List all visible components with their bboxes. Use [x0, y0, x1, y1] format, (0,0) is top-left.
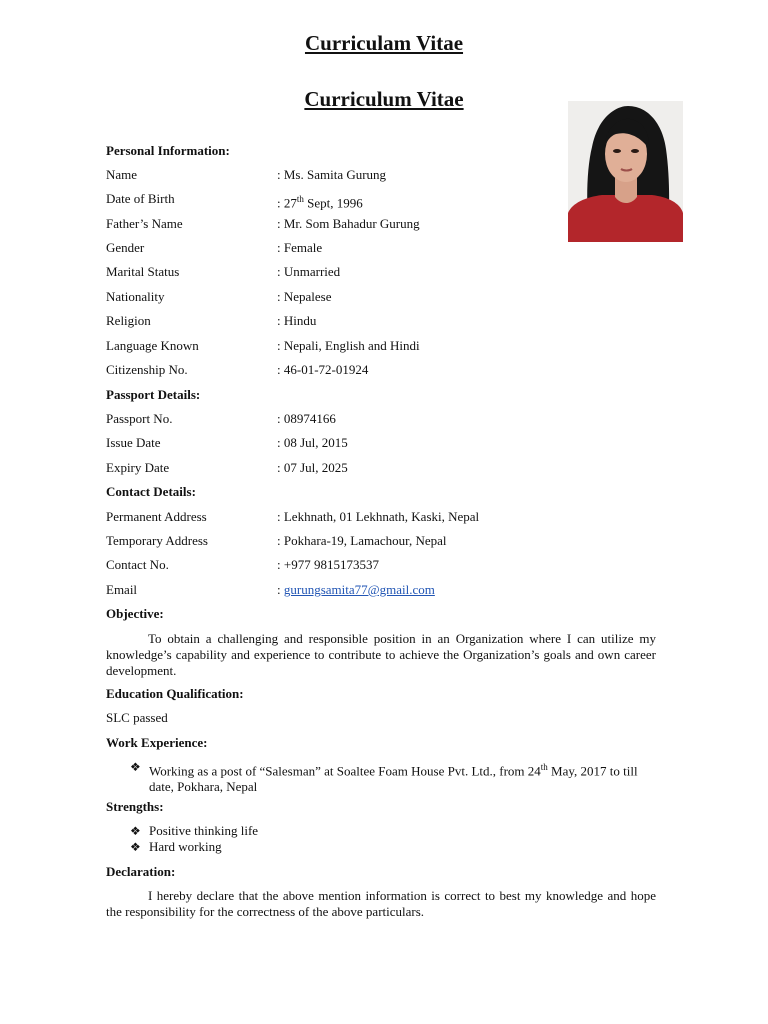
document-title: Curriculam Vitae: [304, 31, 464, 55]
field-value: : Female: [277, 240, 323, 255]
field-label: Name: [106, 167, 138, 182]
section-heading-passport: Passport Details:: [106, 387, 201, 402]
field-value: : Unmarried: [277, 264, 341, 279]
objective-text: To obtain a challenging and responsible position in an Organization where I can utilize my knowledge’s capability and experience to contribute to achieve the Organization’s goals and own career development.: [106, 631, 656, 678]
section-heading-work: Work Experience:: [106, 735, 208, 750]
field-value: : 08 Jul, 2015: [277, 435, 348, 450]
section-heading-personal: Personal Information:: [106, 143, 230, 158]
field-label: Religion: [106, 313, 151, 328]
strength-item-text: Hard working: [149, 839, 222, 854]
work-item-text: [149, 759, 656, 795]
dob-day: : 27: [277, 195, 297, 211]
section-heading-strengths: Strengths:: [106, 799, 164, 814]
field-label: Contact No.: [106, 557, 169, 572]
bullet-diamond-icon: ❖: [130, 760, 141, 774]
field-value: : Mr. Som Bahadur Gurung: [277, 216, 420, 231]
field-label: Citizenship No.: [106, 362, 188, 377]
field-label: Language Known: [106, 338, 199, 353]
field-value: [277, 581, 435, 599]
declaration-text: I hereby declare that the above mention information is correct to best my knowledge and hope the responsibility for the correctness of the above particulars.: [106, 888, 656, 919]
bullet-diamond-icon: ❖: [130, 840, 141, 854]
strength-item-text: Positive thinking life: [149, 823, 259, 838]
bullet-diamond-icon: ❖: [130, 824, 141, 838]
field-value: : 07 Jul, 2025: [277, 460, 348, 475]
work-item-start: Working as a post of “Salesman” at Soaltee Foam House Pvt. Ltd., from 24: [149, 763, 541, 779]
field-value: [277, 190, 363, 212]
field-label: Passport No.: [106, 411, 173, 426]
field-label: Permanent Address: [106, 509, 207, 524]
field-label: Email: [106, 582, 138, 597]
field-value: : Nepalese: [277, 289, 332, 304]
field-value: : Hindu: [277, 313, 317, 328]
email-colon: :: [277, 582, 284, 597]
field-label: Temporary Address: [106, 533, 208, 548]
field-label: Date of Birth: [106, 191, 175, 206]
section-heading-declaration: Declaration:: [106, 864, 176, 879]
email-link[interactable]: gurungsamita77@gmail.com: [283, 582, 435, 597]
dob-month-year: Sept, 1996: [303, 195, 363, 211]
field-value: : 08974166: [277, 411, 336, 426]
section-heading-education: Education Qualification:: [106, 686, 244, 701]
education-text: SLC passed: [106, 710, 168, 725]
section-heading-contact: Contact Details:: [106, 484, 196, 499]
field-label: Gender: [106, 240, 145, 255]
work-item-ordinal: th: [540, 762, 548, 772]
field-value: : Nepali, English and Hindi: [277, 338, 420, 353]
field-value: : Lekhnath, 01 Lekhnath, Kaski, Nepal: [277, 509, 480, 524]
dob-ordinal: th: [296, 194, 304, 204]
field-value: : +977 9815173537: [277, 557, 379, 572]
field-value: : 46-01-72-01924: [277, 362, 369, 377]
work-item-end: May, 2017 to till date, Pokhara, Nepal: [149, 763, 638, 795]
cv-title: Curriculum Vitae: [304, 87, 464, 111]
section-heading-objective: Objective:: [106, 606, 164, 621]
field-label: Expiry Date: [106, 460, 170, 475]
profile-photo: [568, 101, 683, 242]
field-value: : Ms. Samita Gurung: [277, 167, 387, 182]
field-label: Nationality: [106, 289, 165, 304]
field-label: Father’s Name: [106, 216, 183, 231]
field-label: Issue Date: [106, 435, 161, 450]
field-value: : Pokhara-19, Lamachour, Nepal: [277, 533, 447, 548]
field-label: Marital Status: [106, 264, 180, 279]
